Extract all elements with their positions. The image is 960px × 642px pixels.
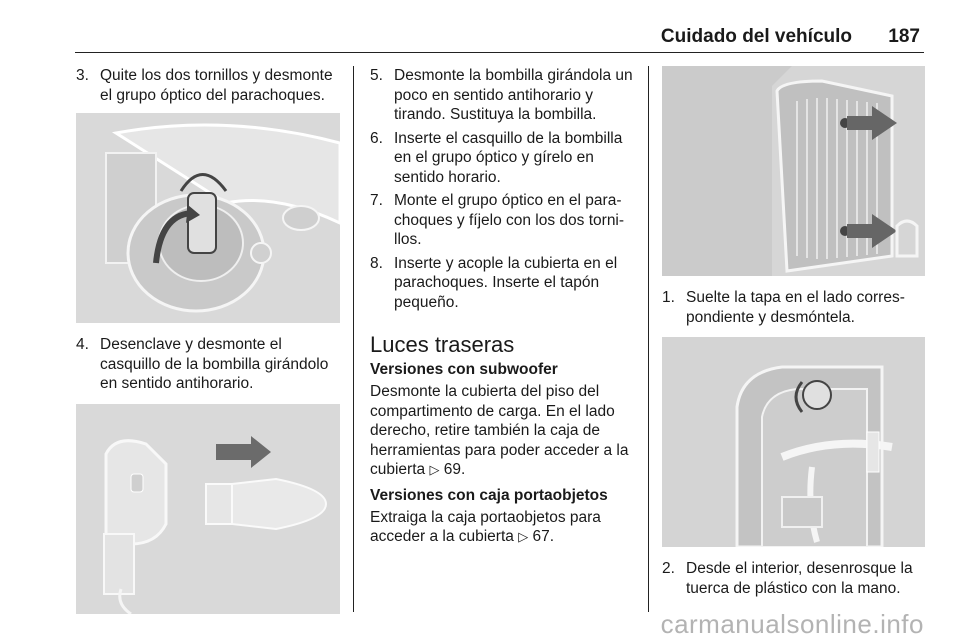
step-3: 3. Quite los dos tornillos y desmonte el grupo óptico del parachoques. xyxy=(76,67,333,104)
section-heading: Luces traseras xyxy=(370,332,515,357)
page-number: 187 xyxy=(888,26,920,47)
step-text: Desenclave y desmonte el casquillo de la bombilla girándolo en sentido antihorario. xyxy=(100,336,329,392)
column-left xyxy=(76,66,340,614)
paragraph-storage-box: Extraiga la caja portaobjetos para acceder a la cubierta ▷ 67. xyxy=(370,508,601,545)
step-text: Monte el grupo óptico en el parachoques y fíjelo con los dos tornillos. xyxy=(394,192,625,248)
step-8: 8. Inserte y acople la cubierta en el parachoques. Inserte el tapón pequeño. xyxy=(370,254,618,311)
step-1: 1. Suelte la tapa en el lado correspondiente y desmóntela. xyxy=(662,289,905,326)
step-text: Inserte el casquillo de la bombilla en el grupo óptico y gírelo en sentido horario. xyxy=(394,129,623,186)
step-6: 6. Inserte el casquillo de la bombilla en el grupo óptico y gírelo en sentido horario. xyxy=(370,129,623,186)
column-middle xyxy=(370,66,636,548)
paragraph-subwoofer: Desmonte la cubierta del piso del compartimento de carga. En el lado derecho, retire también la caja de herramientas para poder acceder a la cubierta ▷ 69. xyxy=(370,383,629,478)
step-text: Desde el interior, desenrosque la tuerca de plástico con la mano. xyxy=(686,560,913,597)
subheading-storage-box: Versiones con caja portaobjetos xyxy=(370,486,608,504)
step-7: 7. Monte el grupo óptico en el parachoques y fíjelo con los dos tornillos. xyxy=(370,192,625,248)
subheading-subwoofer: Versiones con subwoofer xyxy=(370,361,558,378)
trunk-cover-illustration xyxy=(662,66,925,276)
step-text: Quite los dos tornillos y desmonte el grupo óptico del parachoques. xyxy=(100,67,333,104)
headlamp-assembly-illustration xyxy=(76,113,340,323)
column-right xyxy=(662,66,925,598)
column-divider xyxy=(648,66,649,612)
bulb-holder-illustration xyxy=(76,404,340,614)
triangle-right-icon: ▷ xyxy=(518,530,529,545)
page-header xyxy=(75,26,924,53)
step-4: 4. Desenclave y desmonte el casquillo de la bombilla girándolo en sentido antihorario. xyxy=(76,336,329,392)
section-title: Cuidado del vehículo xyxy=(660,26,852,47)
step-text: Inserte y acople la cubierta en el parachoques. Inserte el tapón pequeño. xyxy=(394,254,618,311)
step-text: Suelte la tapa en el lado correspondiente y desmóntela. xyxy=(686,289,905,326)
step-2: 2. Desde el interior, desenrosque la tuerca de plástico con la mano. xyxy=(662,560,913,597)
triangle-right-icon: ▷ xyxy=(429,463,440,478)
column-divider xyxy=(353,66,354,612)
step-text: Desmonte la bombilla girándola un poco en sentido antihorario y tirando. Sustituya la bombilla. xyxy=(394,67,633,123)
step-5: 5. Desmonte la bombilla girándola un poco en sentido antihorario y tirando. Sustituya la bombilla. xyxy=(370,67,633,123)
page-reference[interactable]: 67. xyxy=(532,528,555,545)
watermark: carmanualsonline.info xyxy=(660,609,924,639)
plastic-nut-illustration xyxy=(662,337,925,547)
page-reference[interactable]: 69. xyxy=(443,461,466,478)
